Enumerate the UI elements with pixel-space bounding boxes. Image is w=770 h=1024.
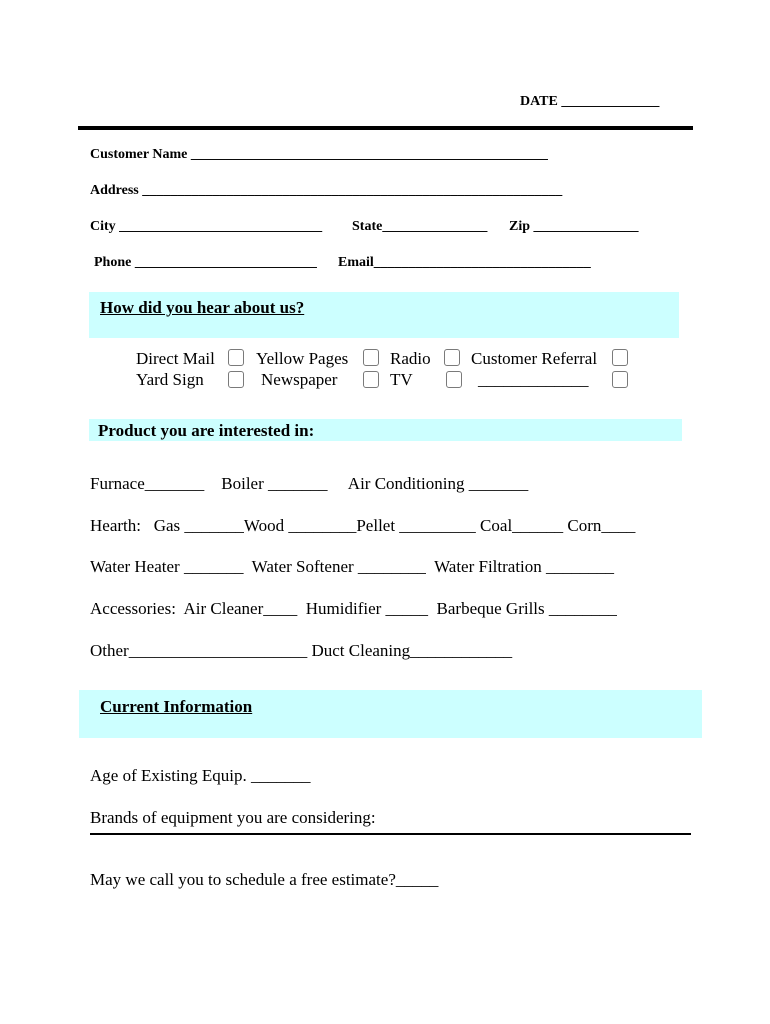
option-newspaper-checkbox[interactable] <box>363 371 379 388</box>
brands-answer-line[interactable] <box>90 833 691 835</box>
option-other-field[interactable]: _____________ <box>478 370 589 389</box>
phone-field[interactable]: Phone __________________________ <box>94 255 317 270</box>
product-line-hearth[interactable]: Hearth: Gas _______Wood ________Pellet _________ Coal______ Corn____ <box>90 516 636 535</box>
option-direct-mail-checkbox[interactable] <box>228 349 244 366</box>
hear-about-title: How did you hear about us? <box>100 298 305 317</box>
option-newspaper-label: Newspaper <box>261 370 338 389</box>
option-yard-sign-checkbox[interactable] <box>228 371 244 388</box>
customer-name-field[interactable]: Customer Name ___________________________________________________ <box>90 147 548 162</box>
option-direct-mail-label: Direct Mail <box>136 349 215 368</box>
address-field[interactable]: Address ____________________________________________________________ <box>90 183 563 198</box>
option-customer-referral-checkbox[interactable] <box>612 349 628 366</box>
product-line-accessories[interactable]: Accessories: Air Cleaner____ Humidifier _____ Barbeque Grills ________ <box>90 599 617 618</box>
zip-field[interactable]: Zip _______________ <box>509 219 639 234</box>
brands-label: Brands of equipment you are considering: <box>90 808 376 827</box>
product-line-other[interactable]: Other_____________________ Duct Cleaning____________ <box>90 641 513 660</box>
current-info-title: Current Information <box>100 697 253 716</box>
option-customer-referral-label: Customer Referral <box>471 349 598 368</box>
free-estimate-field[interactable]: May we call you to schedule a free estimate?_____ <box>90 870 439 889</box>
option-radio-checkbox[interactable] <box>444 349 460 366</box>
option-yellow-pages-checkbox[interactable] <box>363 349 379 366</box>
product-line-heating[interactable]: Furnace_______ Boiler _______ Air Conditioning _______ <box>90 474 529 493</box>
product-line-water[interactable]: Water Heater _______ Water Softener ________ Water Filtration ________ <box>90 557 615 576</box>
option-radio-label: Radio <box>390 349 431 368</box>
email-field[interactable]: Email_______________________________ <box>338 255 591 270</box>
date-field[interactable]: DATE ______________ <box>520 94 660 109</box>
products-title: Product you are interested in: <box>98 421 315 440</box>
option-yellow-pages-label: Yellow Pages <box>256 349 349 368</box>
header-divider <box>78 126 693 130</box>
city-field[interactable]: City _____________________________ <box>90 219 323 234</box>
state-field[interactable]: State_______________ <box>352 219 488 234</box>
age-of-equipment-field[interactable]: Age of Existing Equip. _______ <box>90 766 311 785</box>
option-tv-checkbox[interactable] <box>446 371 462 388</box>
option-tv-label: TV <box>390 370 413 389</box>
option-other-checkbox[interactable] <box>612 371 628 388</box>
option-yard-sign-label: Yard Sign <box>136 370 204 389</box>
